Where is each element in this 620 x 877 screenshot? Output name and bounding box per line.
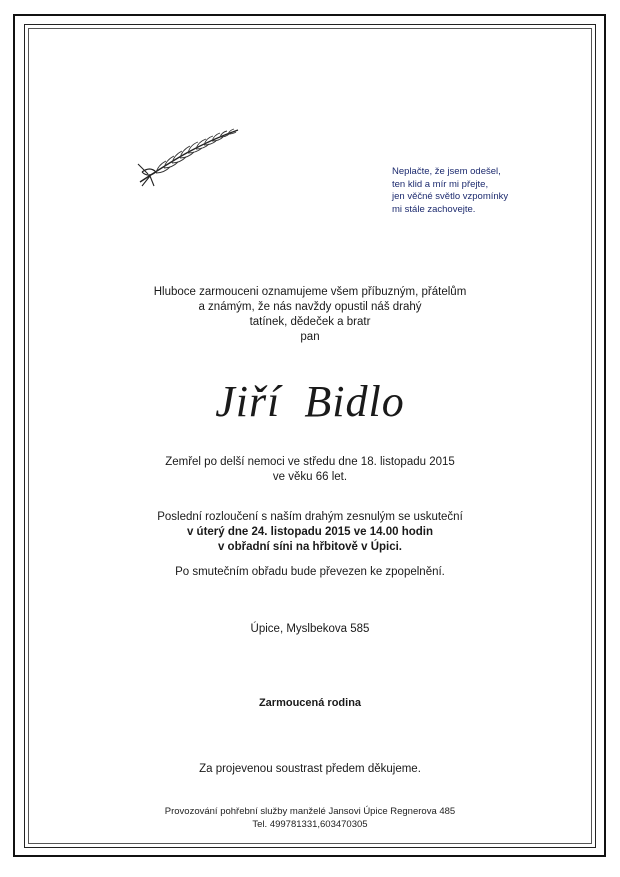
intro-line: Hluboce zarmouceni oznamujeme všem příbuzným, přátelům bbox=[153, 286, 467, 298]
memorial-verse bbox=[392, 166, 592, 216]
verse-line: ten klid a mír mi přejte, bbox=[392, 178, 489, 190]
death-notice bbox=[28, 455, 592, 485]
footer-line: Provozování pohřební služby manželé Jansovi Úpice Regnerova 485 bbox=[164, 806, 456, 817]
farewell-date: v úterý dne 24. listopadu 2015 ve 14.00 hodin bbox=[186, 526, 434, 538]
announcement-intro bbox=[28, 285, 592, 345]
farewell-place: v obřadní síni na hřbitově v Úpici. bbox=[217, 541, 403, 553]
intro-line: pan bbox=[300, 331, 320, 343]
death-line: Zemřel po delší nemoci ve středu dne 18. listopadu 2015 bbox=[165, 456, 455, 468]
death-line: ve věku 66 let. bbox=[272, 471, 348, 483]
funeral-service-footer bbox=[28, 806, 592, 831]
farewell-details bbox=[28, 510, 592, 555]
family-signature: Zarmoucená rodina bbox=[258, 697, 362, 709]
verse-line: Neplačte, že jsem odešel, bbox=[392, 166, 501, 177]
palm-branch-icon bbox=[132, 124, 244, 188]
thanks-line: Za projevenou soustrast předem děkujeme. bbox=[199, 763, 421, 775]
verse-line: jen věčné světlo vzpomínky bbox=[392, 191, 509, 202]
farewell-line: Poslední rozloučení s naším drahým zesnulým se uskuteční bbox=[157, 511, 463, 523]
family-address: Úpice, Myslbekova 585 bbox=[250, 623, 370, 635]
intro-line: a známým, že nás navždy opustil náš drahý bbox=[198, 301, 422, 313]
deceased-name: Jiří Bidlo bbox=[215, 377, 405, 426]
cremation-note: Po smutečním obřadu bude převezen ke zpopelnění. bbox=[175, 566, 445, 578]
verse-line: mi stále zachovejte. bbox=[392, 203, 476, 215]
inner-border-secondary bbox=[28, 28, 592, 844]
footer-phone: Tel. 499781331,603470305 bbox=[252, 818, 368, 830]
intro-line: tatínek, dědeček a bratr bbox=[249, 316, 371, 328]
